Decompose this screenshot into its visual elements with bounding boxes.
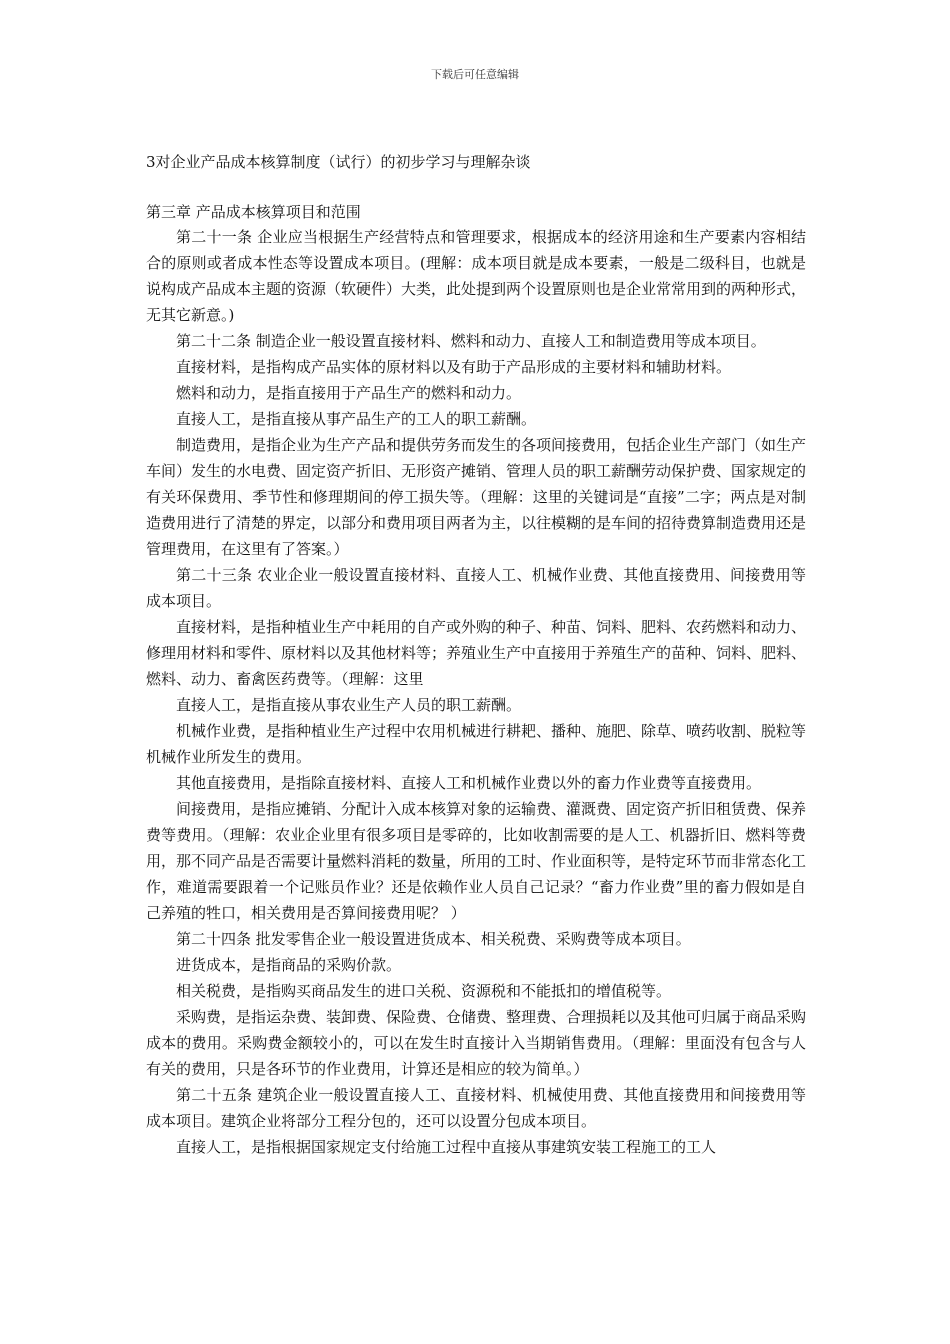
- paragraph-direct-materials: 直接材料，是指构成产品实体的原材料以及有助于产品形成的主要材料和辅助材料。: [176, 358, 732, 376]
- page-header: 下载后可任意编辑: [431, 68, 519, 81]
- paragraph-article-22: 第二十二条 制造企业一般设置直接材料、燃料和动力、直接人工和制造费用等成本项目。: [176, 332, 766, 350]
- paragraph-procurement-fees: 采购费，是指运杂费、装卸费、保险费、仓储费、整理费、合理损耗以及其他可归属于商品采购成本的费用。采购费金额较小的，可以在发生时直接计入当期销售费用。（理解：里面没有包含与人有关的费用，只是各环节的作业费用，计算还是相应的较为简单。）: [146, 1008, 807, 1078]
- paragraph-article-21: 第二十一条 企业应当根据生产经营特点和管理要求，根据成本的经济用途和生产要素内容相结合的原则或者成本性态等设置成本项目。(理解：成本项目就是成本要素，一般是二级科目，也就是说构成产品成本主题的资源（软硬件）大类，此处提到两个设置原则也是企业常常用到的两种形式，无其它新意。): [146, 228, 807, 324]
- paragraph-agri-direct-materials: 直接材料，是指种植业生产中耗用的自产或外购的种子、种苗、饲料、肥料、农药燃料和动力、修理用材料和零件、原材料以及其他材料等；养殖业生产中直接用于养殖生产的苗种、饲料、肥料、燃料、动力、畜禽医药费等。（理解：这里: [146, 618, 807, 688]
- document-body: [146, 224, 806, 1160]
- chapter-heading: 第三章 产品成本核算项目和范围: [146, 203, 361, 221]
- paragraph-article-24: 第二十四条 批发零售企业一般设置进货成本、相关税费、采购费等成本项目。: [176, 930, 691, 948]
- document-title: 3对企业产品成本核算制度（试行）的初步学习与理解杂谈: [146, 153, 531, 171]
- paragraph-machinery-cost: 机械作业费，是指种植业生产过程中农用机械进行耕耙、播种、施肥、除草、喷药收割、脱粒等机械作业所发生的费用。: [146, 722, 807, 766]
- paragraph-article-25: 第二十五条 建筑企业一般设置直接人工、直接材料、机械使用费、其他直接费用和间接费用等成本项目。建筑企业将部分工程分包的，还可以设置分包成本项目。: [146, 1086, 806, 1130]
- paragraph-article-23: 第二十三条 农业企业一般设置直接材料、直接人工、机械作业费、其他直接费用、间接费用等成本项目。: [146, 566, 806, 610]
- paragraph-construction-direct-labor: 直接人工，是指根据国家规定支付给施工过程中直接从事建筑安装工程施工的工人: [176, 1138, 717, 1156]
- paragraph-indirect-costs: 间接费用，是指应摊销、分配计入成本核算对象的运输费、灌溉费、固定资产折旧租赁费、保养费等费用。（理解：农业企业里有很多项目是零碎的，比如收割需要的是人工、机器折旧、燃料等费用，那不同产品是否需要计量燃料消耗的数量，所用的工时、作业面积等，是特定环节而非常态化工作，难道需要跟着一个记账员作业？还是依赖作业人员自己记录？“畜力作业费”里的畜力假如是自己养殖的牲口，相关费用是否算间接费用呢？ ）: [146, 800, 807, 922]
- paragraph-purchase-cost: 进货成本，是指商品的采购价款。: [176, 956, 402, 974]
- paragraph-other-direct-costs: 其他直接费用，是指除直接材料、直接人工和机械作业费以外的畜力作业费等直接费用。: [176, 774, 762, 792]
- paragraph-related-taxes: 相关税费，是指购买商品发生的进口关税、资源税和不能抵扣的增值税等。: [176, 982, 672, 1000]
- paragraph-manufacturing-overhead: 制造费用，是指企业为生产产品和提供劳务而发生的各项间接费用，包括企业生产部门（如生产车间）发生的水电费、固定资产折旧、无形资产摊销、管理人员的职工薪酬劳动保护费、国家规定的有关环保费用、季节性和修理期间的停工损失等。（理解：这里的关键词是“直接”二字；两点是对制造费用进行了清楚的界定，以部分和费用项目两者为主，以往模糊的是车间的招待费算制造费用还是管理费用，在这里有了答案。）: [146, 436, 807, 558]
- paragraph-agri-direct-labor: 直接人工，是指直接从事农业生产人员的职工薪酬。: [176, 696, 522, 714]
- paragraph-direct-labor: 直接人工，是指直接从事产品生产的工人的职工薪酬。: [176, 410, 537, 428]
- paragraph-fuel-power: 燃料和动力，是指直接用于产品生产的燃料和动力。: [176, 384, 522, 402]
